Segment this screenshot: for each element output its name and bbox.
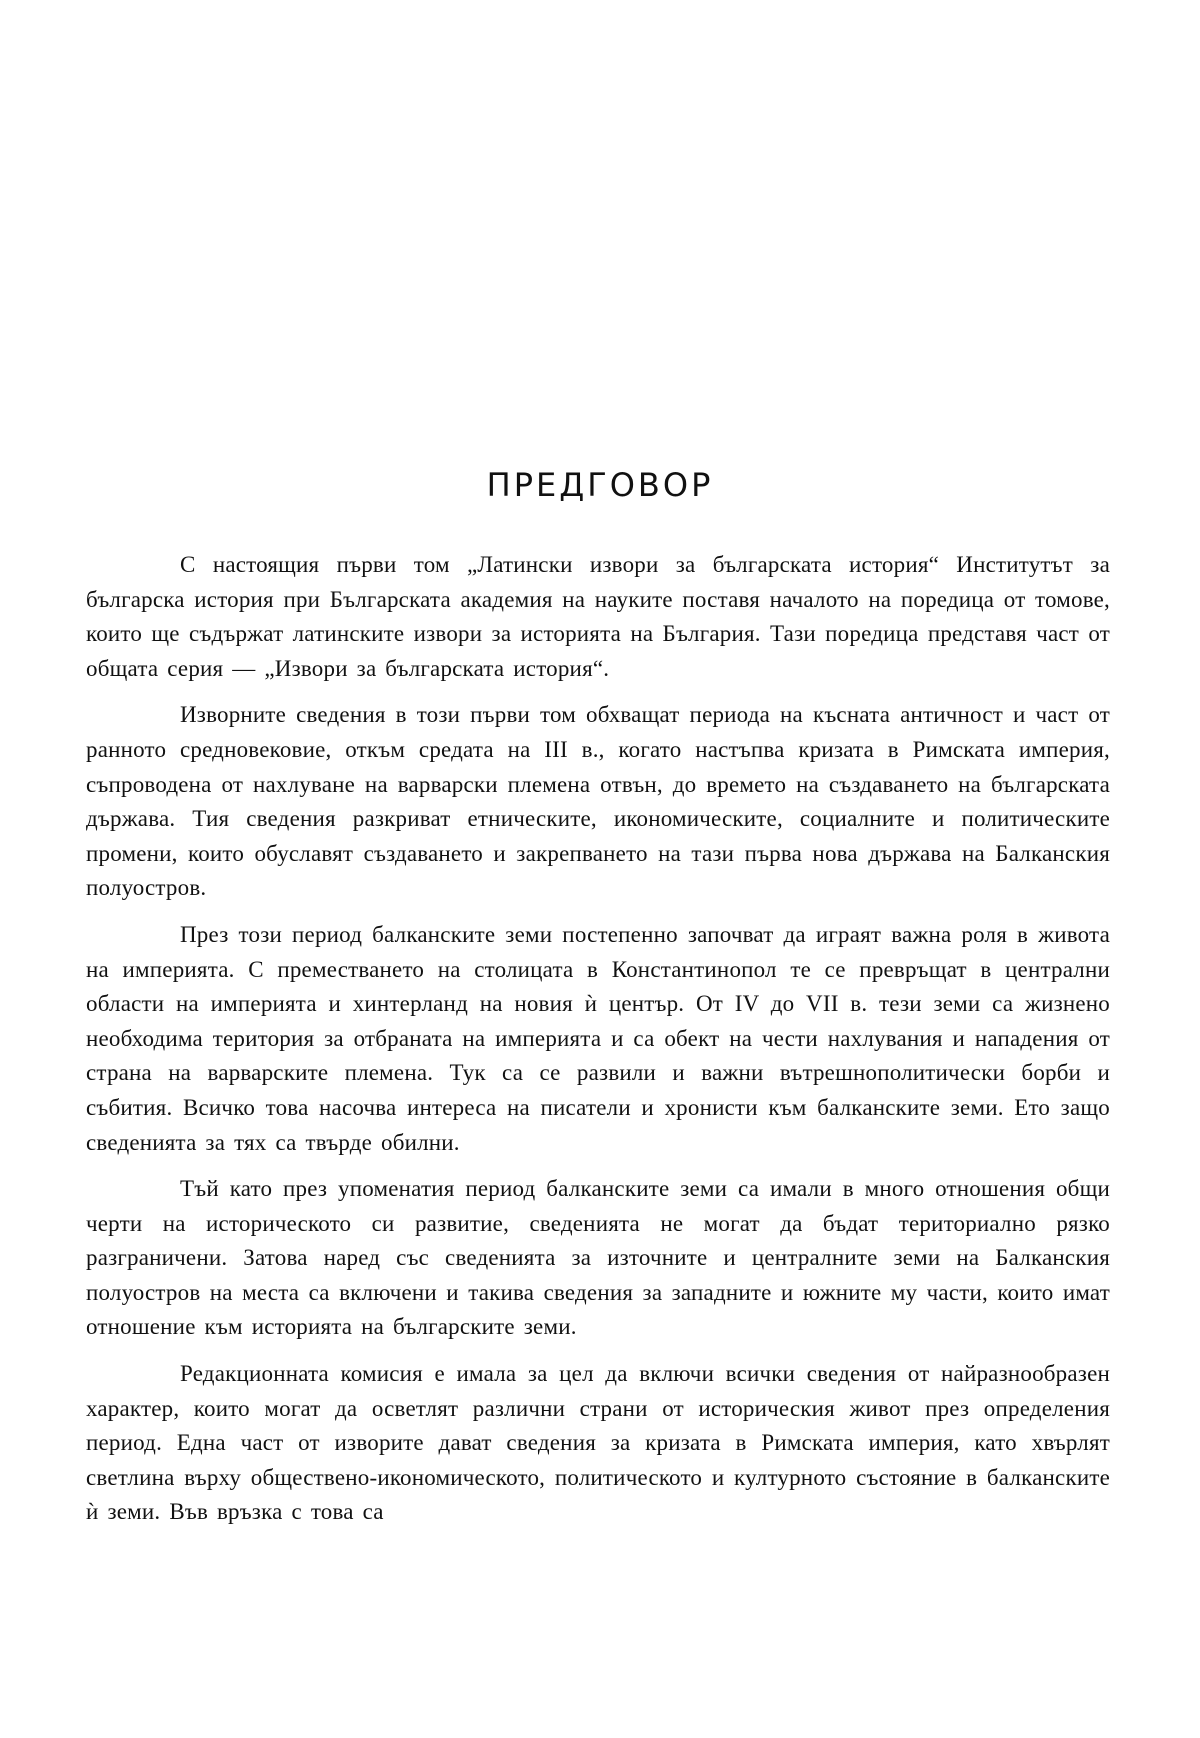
paragraph-2: Изворните сведения в този първи том обхващат периода на късната античност и част от ранното средновековие, откъм средата на III в., когато настъпва кризата в Римската империя, съпроводена от нахлуване на варварски племена отвън, до времето на създаването на българската държава. Тия сведения разкриват етническите, икономическите, социалните и политическите промени, които обуславят създаването и закрепването на тази първа нова държава на Балканския полуостров. (86, 702, 1110, 901)
page-title: ПРЕДГОВОР (486, 466, 714, 504)
paragraph-3: През този период балканските земи постепенно започват да играят важна роля в живота на империята. С преместването на столицата в Константинопол те се превръщат в централни области на империята и хинтерланд на новия ѝ център. От IV до VII в. тези земи са жизнено необходима територия за отбраната на империята и са обект на чести нахлувания и нападения от страна на варварските племена. Тук са се развили и важни вътрешнополитически борби и събития. Всичко това насочва интереса на писатели и хронисти към балканските земи. Ето защо сведенията за тях са твърде обилни. (86, 921, 1110, 1155)
paragraph-5: Редакционната комисия е имала за цел да включи всички сведения от найразнообразен характер, които могат да осветлят различни страни от историческия живот през определения период. Една част от изворите дават сведения за кризата в Римската империя, като хвърлят светлина върху обществено-икономическото, политическото и културното състояние в балканските ѝ земи. Във връзка с това са (86, 1361, 1110, 1525)
paragraph-4: Тъй като през упоменатия период балканските земи са имали в много отношения общи черти на историческото си развитие, сведенията не могат да бъдат териториално рязко разграничени. Затова наред със сведенията за източните и централните земи на Балканския полуостров на места са включени и такива сведения за западните и южните му части, които имат отношение към историята на българските земи. (86, 1176, 1110, 1340)
paragraph-1: С настоящия първи том „Латински извори за българската история“ Институтът за българска история при Българската академия на науките поставя началото на поредица от томове, които ще съдържат латинските извори за историята на България. Тази поредица представя част от общата серия — „Извори за българската история“. (86, 552, 1110, 681)
body-text (86, 548, 1110, 1530)
